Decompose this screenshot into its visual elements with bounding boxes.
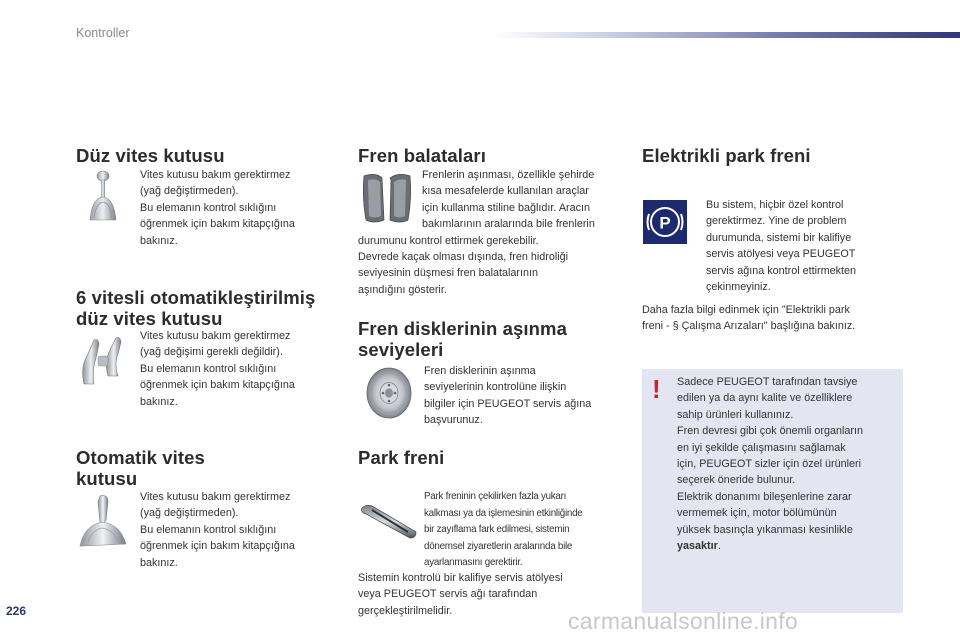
brake-pads-line-3: için kullanma stiline bağlıdır. Aracın <box>422 201 591 214</box>
automated-gearbox-title <box>76 287 315 329</box>
page-header-title: Kontroller <box>76 26 130 40</box>
warning-line-7: seçerek öneride bulunur. <box>677 474 796 487</box>
automatic-gear-lever-icon <box>78 494 128 548</box>
automated-title-line-1: 6 vitesli otomatikleştirilmiş <box>76 287 316 308</box>
brake-pads-line-8: aşındığını gösterir. <box>358 283 447 296</box>
automatic-line-2: (yağ değiştirmeden). <box>140 507 239 520</box>
manual-line-1: Vites kutusu bakım gerektirmez <box>140 169 291 181</box>
automatic-line-1: Vites kutusu bakım gerektirmez <box>140 491 291 503</box>
park-brake-small-line-3: bir zayıflama fark edilmesi, sistemin <box>424 524 570 536</box>
warning-line-3: sahip ürünleri kullanınız. <box>677 408 794 421</box>
park-brake-line-2: veya PEUGEOT servis ağı tarafından <box>358 588 538 601</box>
electric-park-brake-text <box>706 197 856 295</box>
automated-line-5: bakınız. <box>140 395 178 408</box>
manual-line-2: (yağ değiştirmeden). <box>140 185 239 198</box>
electric-park-line-1: Bu sistem, hiçbir özel kontrol <box>706 199 844 211</box>
electric-park-brake-title: Elektrikli park freni <box>642 145 811 166</box>
automatic-title-line-1: Otomatik vites <box>76 447 205 468</box>
warning-line-6: için, PEUGEOT sizler için özel ürünleri <box>677 458 862 471</box>
warning-line-end: . <box>717 540 721 553</box>
brake-discs-line-1: Fren disklerinin aşınma <box>424 365 536 377</box>
park-brake-small-line-5: ayarlanmasını gerektirir. <box>424 557 523 569</box>
manual-gear-lever-icon <box>82 170 122 222</box>
warning-line-4: Fren devresi gibi çok önemli organların <box>677 425 864 438</box>
park-brake-text <box>358 570 563 619</box>
brake-discs-title-line-2: seviyeleri <box>358 339 444 360</box>
warning-text <box>677 374 863 554</box>
park-brake-small-text <box>424 489 583 572</box>
park-brake-line-3: gerçekleştirilmelidir. <box>358 604 453 617</box>
automated-title-line-2: düz vites kutusu <box>76 308 223 329</box>
manual-gearbox-title: Düz vites kutusu <box>76 145 225 166</box>
warning-line-10: yüksek basınçla yıkanması kesinlikle <box>677 523 853 536</box>
warning-line-5: en iyi şekilde çalışmasını sağlamak <box>677 441 846 454</box>
park-brake-title: Park freni <box>358 447 445 468</box>
manual-line-5: bakınız. <box>140 234 178 247</box>
brake-discs-line-2: seviyelerinin kontrolüne ilişkin <box>424 381 567 394</box>
electric-park-line-4: servis atölyesi veya PEUGEOT <box>706 248 856 261</box>
automated-gearbox-text <box>140 328 295 410</box>
brake-discs-line-3: bilgiler için PEUGEOT servis ağına <box>424 397 592 410</box>
manual-line-3: Bu elemanın kontrol sıklığını <box>140 201 277 214</box>
warning-bold-word: yasaktır <box>677 540 718 553</box>
automated-line-2: (yağ değişimi gerekli değildir). <box>140 346 283 359</box>
watermark: carmanualsonline.info <box>568 608 799 634</box>
header-gradient-bar <box>495 32 960 38</box>
manual-line-4: öğrenmek için bakım kitapçığına <box>140 218 295 231</box>
paddle-shifter-icon <box>78 336 130 386</box>
warning-line-11 <box>677 538 863 554</box>
brake-discs-title <box>358 318 567 360</box>
park-brake-small-line-1: Park freninin çekilirken fazla yukarı <box>424 491 567 502</box>
electric-park-line-2: gerektirmez. Yine de problem <box>706 215 847 228</box>
electric-park-more-line-1: Daha fazla bilgi edinmek için "Elektrikli park <box>642 304 850 316</box>
brake-disc-icon <box>364 366 414 420</box>
page-number: 226 <box>6 604 27 618</box>
automated-line-3: Bu elemanın kontrol sıklığını <box>140 362 277 375</box>
brake-pads-line-4: bakımlarının aralarında bile frenlerin <box>422 218 595 231</box>
brake-pads-text <box>358 167 595 298</box>
park-brake-small-line-2: kalkması ya da işlemesinin etkinliğinde <box>424 507 583 519</box>
brake-pads-title: Fren balataları <box>358 145 486 166</box>
electric-park-more-info <box>642 302 855 335</box>
warning-exclamation-icon: ! <box>652 374 661 404</box>
brake-discs-line-4: başvurunuz. <box>424 414 483 427</box>
automatic-gearbox-title <box>76 447 205 489</box>
brake-discs-text <box>424 363 591 429</box>
brake-pads-line-2: kısa mesafelerde kullanılan araçlar <box>422 185 589 198</box>
automatic-line-5: bakınız. <box>140 556 178 569</box>
automated-line-1: Vites kutusu bakım gerektirmez <box>140 330 291 342</box>
park-brake-lever-icon <box>360 500 418 540</box>
park-brake-small-line-4: dönemsel ziyaretlerin aralarında bile <box>424 540 573 552</box>
warning-line-8: Elektrik donanımı bileşenlerine zarar <box>677 490 852 503</box>
warning-line-9: vermemek için, motor bölümünün <box>677 507 837 520</box>
warning-line-1: Sadece PEUGEOT tarafından tavsiye <box>677 376 858 388</box>
brake-discs-title-line-1: Fren disklerinin aşınma <box>358 318 567 339</box>
automatic-line-3: Bu elemanın kontrol sıklığını <box>140 523 277 536</box>
brake-pads-line-6: Devrede kaçak olması dışında, fren hidroliği <box>358 251 569 264</box>
automatic-line-4: öğrenmek için bakım kitapçığına <box>140 540 295 553</box>
automated-line-4: öğrenmek için bakım kitapçığına <box>140 379 295 392</box>
electric-park-more-line-2: freni - § Çalışma Arızaları" başlığına bakınız. <box>642 320 856 333</box>
brake-pads-line-5: durumunu kontrol ettirmek gerekebilir. <box>358 234 539 247</box>
electric-park-icon-letter: P <box>659 213 671 233</box>
brake-pads-line-1: Frenlerin aşınması, özellikle şehirde <box>422 169 595 181</box>
park-brake-line-1: Sistemin kontrolü bir kalifiye servis atölyesi <box>358 572 563 584</box>
electric-park-line-3: durumunda, sistemi bir kalifiye <box>706 231 852 244</box>
warning-line-2: edilen ya da aynı kalite ve özelliklere <box>677 392 853 405</box>
electric-park-line-5: servis ağına kontrol ettirmekten <box>706 264 857 277</box>
electric-parking-brake-icon <box>643 200 687 244</box>
automatic-gearbox-text <box>140 489 295 571</box>
manual-gearbox-text <box>140 167 295 249</box>
automatic-title-line-2: kutusu <box>76 468 138 489</box>
electric-park-line-6: çekinmeyiniz. <box>706 281 771 294</box>
brake-pads-line-7: seviyesinin düşmesi fren balatalarının <box>358 267 539 280</box>
